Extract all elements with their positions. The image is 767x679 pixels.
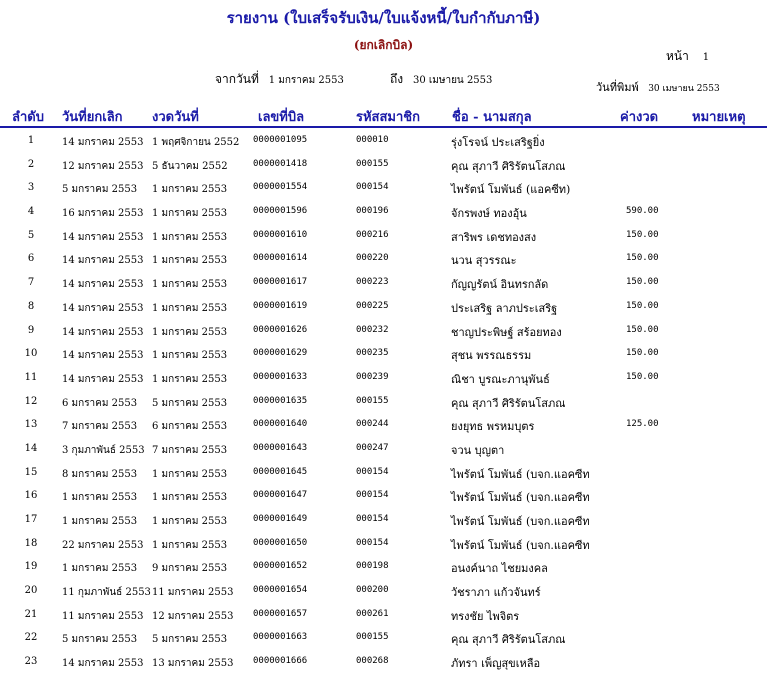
cell-full-name: ยงยุทธ พรหมบุตร: [451, 420, 535, 434]
cell-cancel-date: 14 มกราคม 2553: [62, 302, 144, 314]
table-row: [0, 272, 767, 296]
cell-bill-number: 0000001650: [253, 537, 308, 548]
date-range-from: [215, 70, 344, 89]
cell-period-date: 7 มกราคม 2553: [152, 444, 228, 456]
table-row: [0, 462, 767, 486]
cell-seq: 21: [24, 608, 38, 620]
cell-member-code: 000244: [356, 419, 389, 430]
to-value: 30 เมษายน 2553: [412, 75, 493, 86]
cell-member-code: 000223: [356, 277, 389, 288]
cell-cancel-date: 14 มกราคม 2553: [62, 279, 144, 291]
cell-full-name: ไพรัตน์ โมพันธ์ (บจก.แอคซีท: [451, 491, 590, 505]
cell-bill-number: 0000001654: [253, 585, 308, 596]
cell-installment: 590.00: [626, 206, 659, 217]
cell-full-name: วัชราภา แก้วจันทร์: [451, 586, 541, 600]
cell-bill-number: 0000001614: [253, 253, 308, 264]
cell-period-date: 6 มกราคม 2553: [152, 421, 228, 433]
cell-full-name: สุชน พรรณธรรม: [451, 349, 532, 363]
cell-seq: 13: [24, 419, 38, 431]
cell-period-date: 1 มกราคม 2553: [152, 231, 228, 243]
cell-member-code: 000225: [356, 300, 389, 311]
header-bill-number: เลขที่บิล: [258, 110, 305, 125]
cell-full-name: ไพรัตน์ โมพันธ์ (บจก.แอคซีท: [451, 538, 590, 552]
cell-seq: 2: [27, 158, 35, 170]
cell-installment: 125.00: [626, 419, 659, 430]
cell-bill-number: 0000001633: [253, 371, 308, 382]
cell-cancel-date: 11 กุมภาพันธ์ 2553: [62, 587, 151, 599]
cell-member-code: 000261: [356, 608, 389, 619]
cell-member-code: 000010: [356, 135, 389, 145]
cell-bill-number: 0000001554: [253, 182, 308, 193]
cell-cancel-date: 1 มกราคม 2553: [62, 563, 138, 575]
from-value: 1 มกราคม 2553: [268, 75, 344, 86]
cell-full-name: รุ่งโรจน์ ประเสริฐยิ่ง: [451, 136, 545, 149]
cell-cancel-date: 11 มกราคม 2553: [62, 610, 144, 622]
table-row: [0, 533, 767, 557]
cell-seq: 23: [24, 656, 38, 668]
cell-full-name: ณิชา บูรณะภานุพันธ์: [451, 372, 550, 386]
cell-cancel-date: 1 มกราคม 2553: [62, 492, 138, 504]
header-installment: ค่างวด: [620, 110, 659, 125]
table-row: [0, 320, 767, 344]
cell-bill-number: 0000001647: [253, 490, 308, 501]
table-row: [0, 177, 767, 201]
cell-cancel-date: 16 มกราคม 2553: [62, 208, 144, 220]
cell-seq: 22: [24, 632, 38, 644]
cell-bill-number: 0000001657: [253, 608, 308, 619]
cell-full-name: คุณ สุภาวี ศิริรัตนโสภณ: [451, 159, 566, 173]
cell-seq: 16: [24, 490, 38, 502]
cell-period-date: 1 มกราคม 2553: [152, 492, 228, 504]
cell-period-date: 1 พฤศจิกายน 2552: [152, 137, 240, 148]
cell-bill-number: 0000001663: [253, 632, 308, 643]
cell-full-name: คุณ สุภาวี ศิริรัตนโสภณ: [451, 396, 566, 410]
table-row: [0, 296, 767, 320]
cell-member-code: 000268: [356, 656, 389, 667]
cell-member-code: 000155: [356, 158, 389, 169]
cell-seq: 4: [27, 206, 35, 218]
cell-seq: 8: [27, 300, 35, 312]
cell-bill-number: 0000001619: [253, 300, 308, 311]
table-row: [0, 485, 767, 509]
cell-full-name: อนงค์นาถ ไชยมงคล: [451, 562, 548, 576]
cell-cancel-date: 14 มกราคม 2553: [62, 255, 144, 267]
cell-full-name: คุณ สุภาวี ศิริรัตนโสภณ: [451, 633, 566, 647]
cell-seq: 19: [24, 561, 38, 573]
cell-seq: 20: [24, 585, 38, 597]
cell-full-name: ไพรัตน์ โมพันธ์ (บจก.แอคซีท: [451, 467, 590, 481]
cell-cancel-date: 6 มกราคม 2553: [62, 397, 138, 409]
print-date: [596, 78, 720, 96]
cell-period-date: 1 มกราคม 2553: [152, 255, 228, 267]
cell-bill-number: 0000001652: [253, 561, 308, 572]
cell-cancel-date: 1 มกราคม 2553: [62, 516, 138, 527]
page-info: [666, 47, 709, 66]
cell-installment: 150.00: [626, 300, 659, 311]
table-row: [0, 343, 767, 367]
cell-cancel-date: 5 มกราคม 2553: [62, 184, 138, 196]
cell-period-date: 13 มกราคม 2553: [152, 658, 234, 670]
cell-cancel-date: 14 มกราคม 2553: [62, 350, 144, 362]
cell-installment: 150.00: [626, 371, 659, 382]
cell-member-code: 000200: [356, 585, 389, 596]
cell-bill-number: 0000001643: [253, 442, 308, 453]
table-row: [0, 438, 767, 462]
table-header: [0, 104, 767, 128]
cell-cancel-date: 12 มกราคม 2553: [62, 160, 144, 172]
table-row: [0, 604, 767, 628]
cell-seq: 12: [24, 395, 38, 407]
header-full-name: ชื่อ - นามสกุล: [452, 110, 532, 125]
cell-cancel-date: 8 มกราคม 2553: [62, 468, 138, 480]
cell-full-name: นวน สุวรรณะ: [451, 254, 517, 268]
page-label: หน้า: [666, 49, 689, 63]
cell-seq: 15: [24, 466, 38, 478]
cell-cancel-date: 14 มกราคม 2553: [62, 137, 144, 148]
cell-full-name: ไพรัตน์ โมพันธ์ (แอคซีท): [451, 183, 571, 197]
cell-full-name: จวน บุญตา: [451, 443, 505, 457]
table-body: [0, 130, 767, 675]
header-seq: ลำดับ: [12, 110, 44, 125]
cell-member-code: 000235: [356, 348, 389, 359]
cell-cancel-date: 5 มกราคม 2553: [62, 634, 138, 646]
cell-period-date: 1 มกราคม 2553: [152, 468, 228, 480]
table-row: [0, 201, 767, 225]
cell-period-date: 1 มกราคม 2553: [152, 279, 228, 291]
report-subtitle: (ยกเลิกบิล): [353, 38, 414, 52]
header-cancel-date: วันที่ยกเลิก: [62, 110, 123, 125]
from-label: จากวันที่: [215, 72, 259, 86]
header-period-date: งวดวันที่: [152, 110, 199, 125]
cell-full-name: ทรงชัย ไพจิตร: [451, 609, 520, 623]
cell-bill-number: 0000001626: [253, 324, 308, 335]
table-row: [0, 651, 767, 675]
table-row: [0, 391, 767, 415]
cell-member-code: 000239: [356, 371, 389, 382]
table-row: [0, 225, 767, 249]
cell-member-code: 000198: [356, 561, 389, 572]
cell-installment: 150.00: [626, 253, 659, 264]
cell-full-name: ชาญประพิษฐ์ สร้อยทอง: [451, 325, 562, 339]
cell-period-date: 1 มกราคม 2553: [152, 373, 228, 385]
cell-cancel-date: 14 มกราคม 2553: [62, 373, 144, 385]
cell-installment: 150.00: [626, 348, 659, 359]
table-row: [0, 154, 767, 178]
cell-bill-number: 0000001649: [253, 514, 308, 524]
page-number: 1: [702, 52, 710, 63]
cell-period-date: 5 มกราคม 2553: [152, 634, 228, 646]
cell-cancel-date: 14 มกราคม 2553: [62, 231, 144, 243]
cell-member-code: 000247: [356, 442, 389, 453]
cell-cancel-date: 7 มกราคม 2553: [62, 421, 138, 433]
header-remarks: หมายเหตุ: [692, 110, 746, 125]
cell-full-name: ไพรัตน์ โมพันธ์ (บจก.แอคซีท: [451, 515, 590, 528]
table-row: [0, 367, 767, 391]
date-range-to: [390, 70, 492, 89]
report-title: รายงาน (ใบเสร็จรับเงิน/ใบแจ้งหนี้/ใบกำกับภาษี): [226, 9, 541, 27]
cell-seq: 6: [27, 253, 35, 265]
table-row: [0, 248, 767, 272]
cell-bill-number: 0000001418: [253, 158, 308, 169]
cell-bill-number: 0000001610: [253, 229, 308, 240]
cell-seq: 11: [24, 371, 38, 383]
cell-member-code: 000154: [356, 182, 389, 193]
cell-cancel-date: 14 มกราคม 2553: [62, 326, 144, 338]
cell-member-code: 000155: [356, 395, 389, 406]
cell-cancel-date: 14 มกราคม 2553: [62, 658, 144, 670]
print-value: 30 เมษายน 2553: [648, 84, 720, 94]
cell-installment: 150.00: [626, 277, 659, 288]
cell-full-name: ภัทรา เพ็ญสุขเหลือ: [451, 657, 541, 671]
cell-period-date: 1 มกราคม 2553: [152, 208, 228, 220]
cell-seq: 17: [24, 514, 38, 525]
cell-bill-number: 0000001617: [253, 277, 308, 288]
table-row: [0, 130, 767, 154]
cell-bill-number: 0000001095: [253, 135, 308, 145]
cell-member-code: 000220: [356, 253, 389, 264]
cell-full-name: กัญญรัตน์ อินทรกลัด: [451, 278, 549, 292]
cell-period-date: 9 มกราคม 2553: [152, 563, 228, 575]
cell-member-code: 000232: [356, 324, 389, 335]
cell-seq: 7: [27, 277, 35, 289]
cell-seq: 9: [27, 324, 35, 336]
cell-member-code: 000154: [356, 537, 389, 548]
cell-period-date: 5 มกราคม 2553: [152, 397, 228, 409]
cell-period-date: 1 มกราคม 2553: [152, 302, 228, 314]
cell-period-date: 1 มกราคม 2553: [152, 516, 228, 527]
cell-member-code: 000155: [356, 632, 389, 643]
cell-period-date: 1 มกราคม 2553: [152, 350, 228, 362]
cell-bill-number: 0000001645: [253, 466, 308, 477]
cell-period-date: 11 มกราคม 2553: [152, 587, 234, 599]
table-row: [0, 580, 767, 604]
cell-cancel-date: 22 มกราคม 2553: [62, 539, 144, 551]
cell-member-code: 000154: [356, 490, 389, 501]
cell-seq: 3: [27, 182, 35, 194]
table-row: [0, 509, 767, 533]
to-label: ถึง: [390, 72, 404, 86]
cell-period-date: 1 มกราคม 2553: [152, 326, 228, 338]
cell-seq: 1: [27, 135, 35, 146]
cell-full-name: ประเสริฐ ลาภประเสริฐ: [451, 301, 558, 315]
cell-installment: 150.00: [626, 229, 659, 240]
cell-member-code: 000216: [356, 229, 389, 240]
cell-period-date: 1 มกราคม 2553: [152, 539, 228, 551]
table-row: [0, 627, 767, 651]
cell-member-code: 000154: [356, 514, 389, 524]
cell-bill-number: 0000001596: [253, 206, 308, 217]
cell-seq: 14: [24, 442, 38, 454]
cell-full-name: จักรพงษ์ ทองอุ้น: [451, 207, 527, 221]
cell-member-code: 000196: [356, 206, 389, 217]
cell-period-date: 1 มกราคม 2553: [152, 184, 228, 196]
cell-cancel-date: 3 กุมภาพันธ์ 2553: [62, 444, 145, 456]
table-row: [0, 556, 767, 580]
cell-bill-number: 0000001666: [253, 656, 308, 667]
cell-member-code: 000154: [356, 466, 389, 477]
cell-period-date: 5 ธันวาคม 2552: [152, 160, 228, 172]
cell-bill-number: 0000001629: [253, 348, 308, 359]
print-label: วันที่พิมพ์: [596, 81, 639, 94]
cell-seq: 5: [27, 229, 35, 241]
cell-bill-number: 0000001635: [253, 395, 308, 406]
cell-bill-number: 0000001640: [253, 419, 308, 430]
table-row: [0, 414, 767, 438]
cell-period-date: 12 มกราคม 2553: [152, 610, 234, 622]
cell-seq: 10: [24, 348, 38, 360]
cell-seq: 18: [24, 537, 38, 549]
cell-full-name: สาริพร เดชทองสง: [451, 230, 537, 244]
cell-installment: 150.00: [626, 324, 659, 335]
header-member-code: รหัสสมาชิก: [356, 110, 420, 125]
